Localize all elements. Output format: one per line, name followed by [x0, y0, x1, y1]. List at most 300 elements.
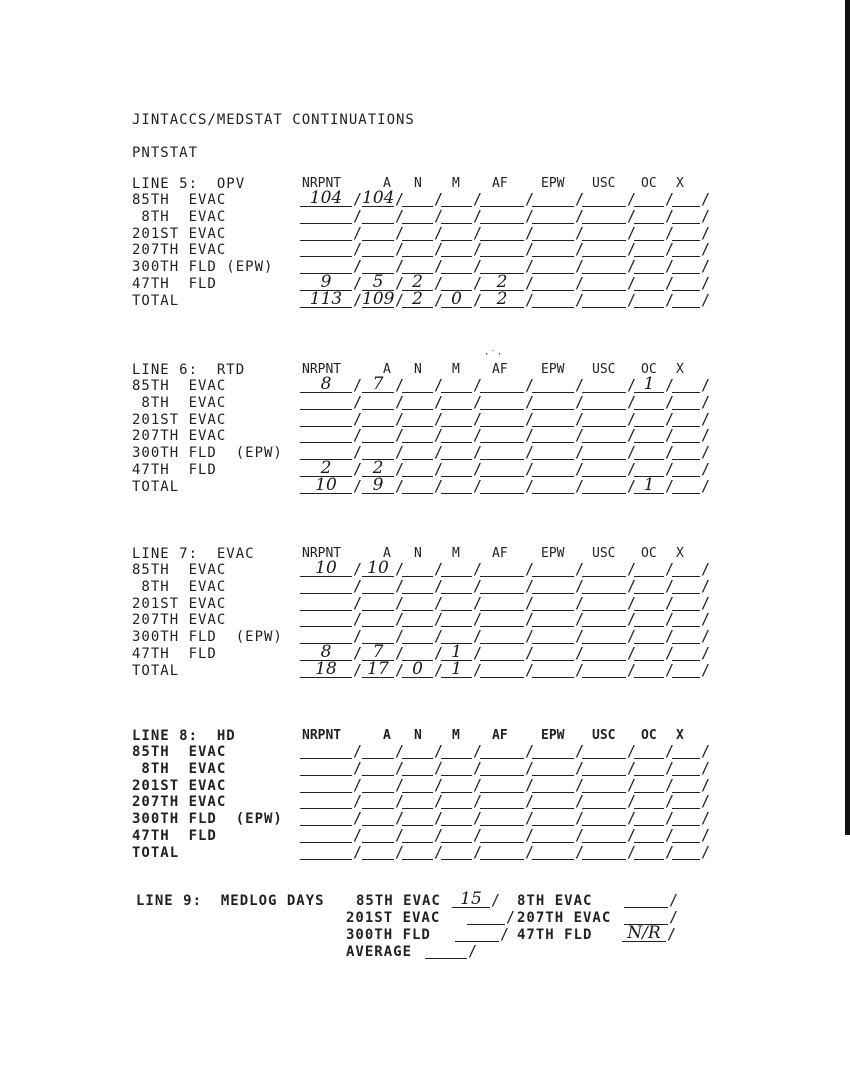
entry-field[interactable]	[532, 742, 574, 759]
entry-field[interactable]	[634, 560, 664, 577]
slash-separator: /	[353, 476, 363, 495]
slash-separator: /	[353, 257, 363, 276]
entry-field[interactable]	[672, 742, 700, 759]
entry-field[interactable]	[441, 776, 472, 793]
entry-field[interactable]	[532, 190, 574, 207]
entry-field[interactable]	[362, 207, 394, 224]
entry-field[interactable]: 9	[300, 274, 352, 291]
entry-field[interactable]	[300, 826, 352, 843]
entry-field[interactable]	[634, 410, 664, 427]
entry-field[interactable]	[634, 426, 664, 443]
entry-field[interactable]	[634, 742, 664, 759]
entry-field[interactable]	[480, 661, 524, 678]
entry-field[interactable]: 5	[362, 274, 394, 291]
entry-field[interactable]	[441, 792, 472, 809]
entry-field[interactable]: 10	[300, 560, 352, 577]
entry-field[interactable]	[362, 843, 394, 860]
entry-field[interactable]	[480, 627, 524, 644]
slash-separator: /	[701, 576, 711, 595]
medlog-entry-field[interactable]	[467, 908, 505, 925]
entry-field[interactable]	[672, 610, 700, 627]
entry-field[interactable]	[480, 610, 524, 627]
entry-field[interactable]	[402, 426, 433, 443]
entry-field[interactable]	[402, 809, 433, 826]
entry-field[interactable]	[300, 240, 352, 257]
entry-field[interactable]	[532, 560, 574, 577]
row-label: 201ST EVAC	[132, 225, 227, 242]
entry-field[interactable]	[441, 560, 472, 577]
entry-field[interactable]	[532, 426, 574, 443]
slash-separator: /	[665, 376, 675, 394]
slash-separator: /	[525, 644, 535, 662]
slash-separator: /	[627, 290, 637, 309]
entry-field[interactable]	[480, 759, 524, 776]
entry-field[interactable]	[402, 776, 433, 793]
slash-separator: /	[525, 476, 535, 495]
slash-separator: /	[575, 240, 585, 259]
entry-field[interactable]	[480, 792, 524, 809]
entry-field[interactable]	[362, 792, 394, 809]
slash-separator: /	[665, 792, 675, 811]
entry-field[interactable]	[532, 240, 574, 257]
entry-field[interactable]	[532, 393, 574, 410]
entry-field[interactable]	[672, 661, 700, 678]
entry-field[interactable]	[532, 776, 574, 793]
entry-field[interactable]	[532, 376, 574, 393]
entry-field[interactable]	[300, 393, 352, 410]
entry-field[interactable]	[672, 190, 700, 207]
slash-separator: /	[627, 826, 637, 844]
entry-field[interactable]	[532, 792, 574, 809]
entry-field[interactable]	[300, 843, 352, 860]
entry-field[interactable]	[362, 594, 394, 611]
entry-field[interactable]	[672, 644, 700, 661]
entry-field[interactable]	[582, 809, 626, 826]
entry-field[interactable]	[634, 759, 664, 776]
slash-separator: /	[353, 792, 363, 811]
entry-field[interactable]	[532, 291, 574, 308]
entry-field[interactable]	[480, 240, 524, 257]
slash-separator: /	[395, 576, 405, 595]
entry-field[interactable]	[402, 240, 433, 257]
entry-field[interactable]	[634, 224, 664, 241]
entry-field[interactable]	[532, 274, 574, 291]
entry-field[interactable]: 8	[300, 644, 352, 661]
entry-field[interactable]	[582, 410, 626, 427]
row-label: 300TH FLD (EPW)	[132, 629, 283, 646]
entry-field[interactable]	[480, 460, 524, 477]
slash-separator: /	[701, 426, 711, 445]
entry-field[interactable]	[672, 627, 700, 644]
row-label: 207TH EVAC	[132, 794, 227, 811]
entry-field[interactable]: 1	[441, 661, 472, 678]
slash-separator: /	[701, 240, 711, 259]
row-label: 201ST EVAC	[132, 411, 227, 428]
entry-field[interactable]	[672, 224, 700, 241]
row-label: 300TH FLD (EPW)	[132, 445, 283, 462]
slash-separator: /	[627, 758, 637, 777]
entry-field[interactable]	[402, 443, 433, 460]
slash-separator: /	[473, 206, 483, 225]
entry-field[interactable]	[480, 826, 524, 843]
entry-field[interactable]	[441, 594, 472, 611]
line9-label: LINE 9: MEDLOG DAYS	[136, 893, 325, 909]
entry-field[interactable]	[582, 393, 626, 410]
medlog-entry-field[interactable]	[455, 925, 499, 942]
row-label: 8TH EVAC	[132, 394, 227, 411]
entry-field[interactable]	[300, 426, 352, 443]
entry-field[interactable]	[441, 240, 472, 257]
entry-field[interactable]	[582, 443, 626, 460]
entry-field[interactable]	[672, 274, 700, 291]
entry-field[interactable]	[441, 843, 472, 860]
entry-field[interactable]	[672, 843, 700, 860]
entry-field[interactable]	[672, 257, 700, 274]
entry-field[interactable]: 104	[300, 190, 352, 207]
entry-field[interactable]	[532, 460, 574, 477]
slash-separator: /	[627, 627, 637, 646]
row-label: 85TH EVAC	[132, 378, 227, 394]
entry-field[interactable]	[441, 826, 472, 843]
entry-field[interactable]	[402, 477, 433, 494]
entry-field[interactable]	[672, 207, 700, 224]
entry-field[interactable]	[582, 207, 626, 224]
entry-field[interactable]	[582, 594, 626, 611]
entry-field[interactable]	[582, 644, 626, 661]
entry-field[interactable]	[582, 426, 626, 443]
entry-field[interactable]	[441, 224, 472, 241]
entry-field[interactable]	[480, 410, 524, 427]
slash-separator: /	[395, 792, 405, 811]
entry-field[interactable]	[441, 477, 472, 494]
entry-field[interactable]	[480, 560, 524, 577]
entry-field[interactable]	[532, 224, 574, 241]
entry-field[interactable]	[362, 224, 394, 241]
entry-field[interactable]	[532, 410, 574, 427]
entry-field[interactable]	[582, 661, 626, 678]
medlog-item-label: 85TH EVAC	[356, 893, 441, 909]
entry-field[interactable]	[480, 843, 524, 860]
entry-field[interactable]	[582, 560, 626, 577]
entry-field[interactable]	[441, 610, 472, 627]
entry-field[interactable]	[672, 594, 700, 611]
entry-field[interactable]	[532, 594, 574, 611]
entry-field[interactable]	[300, 610, 352, 627]
entry-field[interactable]: 0	[441, 291, 472, 308]
entry-field[interactable]	[300, 224, 352, 241]
entry-field[interactable]	[441, 257, 472, 274]
entry-field[interactable]	[634, 274, 664, 291]
entry-field[interactable]	[402, 759, 433, 776]
entry-field[interactable]	[300, 809, 352, 826]
entry-field[interactable]	[672, 410, 700, 427]
slash-separator: /	[395, 426, 405, 445]
entry-field[interactable]	[362, 826, 394, 843]
entry-field[interactable]	[582, 826, 626, 843]
entry-field[interactable]	[634, 776, 664, 793]
entry-field[interactable]	[672, 240, 700, 257]
entry-field[interactable]: 1	[634, 477, 664, 494]
slash-separator: /	[627, 660, 637, 679]
entry-field[interactable]	[532, 809, 574, 826]
entry-field[interactable]: 10	[362, 560, 394, 577]
entry-field[interactable]	[582, 610, 626, 627]
entry-field[interactable]	[480, 742, 524, 759]
entry-field[interactable]	[480, 224, 524, 241]
entry-field[interactable]	[441, 190, 472, 207]
slash-separator: /	[627, 409, 637, 428]
entry-field[interactable]	[634, 627, 664, 644]
slash-separator: /	[525, 409, 535, 428]
entry-field[interactable]	[300, 577, 352, 594]
slash-separator: /	[701, 775, 711, 794]
entry-field[interactable]	[532, 610, 574, 627]
entry-field[interactable]	[634, 843, 664, 860]
entry-field[interactable]: 2	[300, 460, 352, 477]
entry-field[interactable]	[480, 776, 524, 793]
slash-separator: /	[665, 223, 675, 242]
slash-separator: /	[434, 593, 444, 612]
entry-field[interactable]	[362, 393, 394, 410]
slash-separator: /	[701, 274, 711, 292]
slash-separator: /	[434, 190, 444, 208]
entry-field[interactable]	[634, 577, 664, 594]
medlog-entry-field[interactable]	[624, 891, 668, 908]
entry-field[interactable]	[672, 826, 700, 843]
entry-field[interactable]	[362, 809, 394, 826]
entry-field[interactable]: 2	[362, 460, 394, 477]
slash-separator: /	[353, 290, 363, 309]
entry-field[interactable]	[362, 759, 394, 776]
entry-field[interactable]: 0	[402, 661, 433, 678]
entry-field[interactable]	[402, 627, 433, 644]
entry-field[interactable]	[634, 594, 664, 611]
medlog-entry-field[interactable]: 15	[452, 891, 490, 908]
entry-field[interactable]	[532, 257, 574, 274]
entry-field[interactable]	[634, 240, 664, 257]
entry-field[interactable]	[634, 826, 664, 843]
slash-separator: /	[353, 443, 363, 462]
entry-field[interactable]: 2	[402, 291, 433, 308]
entry-field[interactable]: 10	[300, 477, 352, 494]
slash-separator: /	[701, 376, 711, 394]
entry-field[interactable]	[634, 661, 664, 678]
entry-field[interactable]	[441, 809, 472, 826]
entry-field[interactable]	[634, 257, 664, 274]
entry-field[interactable]	[300, 742, 352, 759]
entry-field[interactable]	[441, 207, 472, 224]
entry-field[interactable]: 104	[362, 188, 395, 208]
entry-field[interactable]: 2	[480, 274, 524, 291]
entry-field[interactable]	[441, 742, 472, 759]
entry-field[interactable]: 1	[441, 644, 472, 661]
entry-field[interactable]: 7	[362, 644, 394, 661]
entry-field[interactable]	[441, 443, 472, 460]
entry-field[interactable]	[582, 190, 626, 207]
entry-field[interactable]: 8	[300, 376, 352, 393]
entry-field[interactable]	[582, 577, 626, 594]
entry-field[interactable]	[634, 190, 664, 207]
entry-field[interactable]	[362, 610, 394, 627]
medlog-item-label: AVERAGE	[346, 944, 413, 960]
column-header: USC	[592, 546, 616, 561]
entry-field[interactable]	[402, 594, 433, 611]
entry-field[interactable]	[672, 291, 700, 308]
slash-separator: /	[525, 426, 535, 445]
entry-field[interactable]	[300, 759, 352, 776]
entry-field[interactable]	[672, 460, 700, 477]
entry-field[interactable]	[402, 843, 433, 860]
medlog-entry-field[interactable]	[425, 942, 467, 959]
entry-field[interactable]: 18	[300, 661, 352, 678]
medlog-entry-field[interactable]: N/R	[622, 925, 666, 942]
entry-field[interactable]	[402, 826, 433, 843]
entry-field[interactable]	[532, 207, 574, 224]
entry-field[interactable]	[532, 477, 574, 494]
stray-marks: ·˙·	[484, 350, 504, 360]
entry-field[interactable]	[634, 809, 664, 826]
entry-field[interactable]	[402, 742, 433, 759]
entry-field[interactable]	[441, 393, 472, 410]
entry-field[interactable]	[532, 627, 574, 644]
entry-field[interactable]	[634, 291, 664, 308]
entry-field[interactable]	[582, 759, 626, 776]
entry-field[interactable]	[402, 610, 433, 627]
entry-field[interactable]	[582, 460, 626, 477]
entry-field[interactable]	[532, 843, 574, 860]
entry-field[interactable]	[480, 190, 524, 207]
entry-field[interactable]	[672, 792, 700, 809]
entry-field[interactable]: 113	[300, 291, 352, 308]
entry-field[interactable]	[441, 577, 472, 594]
entry-field[interactable]: 2	[480, 291, 524, 308]
entry-field[interactable]	[582, 240, 626, 257]
entry-field[interactable]	[402, 560, 433, 577]
entry-field[interactable]	[480, 443, 524, 460]
entry-field[interactable]	[362, 742, 394, 759]
entry-field[interactable]	[672, 809, 700, 826]
entry-field[interactable]	[582, 742, 626, 759]
slash-separator: /	[701, 460, 711, 478]
entry-field[interactable]	[532, 826, 574, 843]
entry-field[interactable]	[672, 477, 700, 494]
entry-field[interactable]	[582, 627, 626, 644]
entry-field[interactable]	[480, 376, 524, 393]
entry-field[interactable]	[402, 207, 433, 224]
entry-field[interactable]	[672, 393, 700, 410]
entry-field[interactable]	[582, 477, 626, 494]
entry-field[interactable]	[672, 560, 700, 577]
slash-separator: /	[701, 206, 711, 225]
entry-field[interactable]	[402, 393, 433, 410]
entry-field[interactable]	[582, 257, 626, 274]
entry-field[interactable]: 109	[362, 288, 395, 309]
entry-field[interactable]	[532, 759, 574, 776]
entry-field[interactable]	[582, 274, 626, 291]
entry-field[interactable]: 2	[402, 274, 433, 291]
entry-field[interactable]	[532, 661, 574, 678]
entry-field[interactable]	[672, 426, 700, 443]
entry-field[interactable]	[362, 776, 394, 793]
entry-field[interactable]	[480, 594, 524, 611]
entry-field[interactable]	[480, 207, 524, 224]
entry-field[interactable]	[634, 792, 664, 809]
entry-field[interactable]	[480, 809, 524, 826]
entry-field[interactable]	[441, 426, 472, 443]
entry-field[interactable]	[672, 376, 700, 393]
slash-separator: /	[473, 627, 483, 646]
entry-field[interactable]	[402, 460, 433, 477]
entry-field[interactable]	[582, 776, 626, 793]
entry-field[interactable]	[441, 376, 472, 393]
entry-field[interactable]	[480, 644, 524, 661]
entry-field[interactable]	[362, 426, 394, 443]
entry-field[interactable]	[672, 759, 700, 776]
slash-separator: /	[701, 593, 711, 612]
entry-field[interactable]	[362, 577, 394, 594]
entry-field[interactable]	[480, 393, 524, 410]
entry-field[interactable]	[402, 190, 433, 207]
entry-field[interactable]	[672, 443, 700, 460]
slash-separator: /	[665, 627, 675, 646]
entry-field[interactable]	[300, 792, 352, 809]
entry-field[interactable]	[402, 792, 433, 809]
entry-field[interactable]	[300, 594, 352, 611]
entry-field[interactable]	[532, 644, 574, 661]
entry-field[interactable]	[582, 291, 626, 308]
entry-field[interactable]	[402, 577, 433, 594]
entry-field[interactable]	[402, 410, 433, 427]
entry-field[interactable]: 7	[362, 376, 394, 393]
entry-field[interactable]: 9	[362, 477, 394, 494]
entry-field[interactable]	[441, 759, 472, 776]
slash-separator: /	[525, 443, 535, 462]
entry-field[interactable]	[532, 577, 574, 594]
entry-field[interactable]	[672, 577, 700, 594]
entry-field[interactable]	[582, 376, 626, 393]
entry-field[interactable]	[634, 207, 664, 224]
entry-field[interactable]	[582, 224, 626, 241]
slash-separator: /	[434, 576, 444, 595]
slash-separator: /	[506, 908, 516, 926]
entry-field[interactable]: 17	[362, 661, 394, 678]
entry-field[interactable]	[634, 393, 664, 410]
entry-field[interactable]	[634, 443, 664, 460]
entry-field[interactable]	[362, 410, 394, 427]
entry-field[interactable]	[441, 410, 472, 427]
entry-field[interactable]	[300, 410, 352, 427]
entry-field[interactable]	[634, 644, 664, 661]
slash-separator: /	[434, 809, 444, 828]
entry-field[interactable]	[582, 792, 626, 809]
entry-field[interactable]: 1	[634, 376, 664, 393]
slash-separator: /	[353, 758, 363, 777]
entry-field[interactable]	[634, 610, 664, 627]
entry-field[interactable]	[480, 426, 524, 443]
slash-separator: /	[575, 826, 585, 844]
entry-field[interactable]	[362, 240, 394, 257]
entry-field[interactable]	[441, 460, 472, 477]
entry-field[interactable]	[480, 577, 524, 594]
entry-field[interactable]	[402, 224, 433, 241]
entry-field[interactable]	[532, 443, 574, 460]
entry-field[interactable]	[582, 843, 626, 860]
entry-field[interactable]	[672, 776, 700, 793]
entry-field[interactable]	[300, 776, 352, 793]
entry-field[interactable]	[480, 477, 524, 494]
entry-field[interactable]	[300, 207, 352, 224]
entry-field[interactable]	[402, 376, 433, 393]
